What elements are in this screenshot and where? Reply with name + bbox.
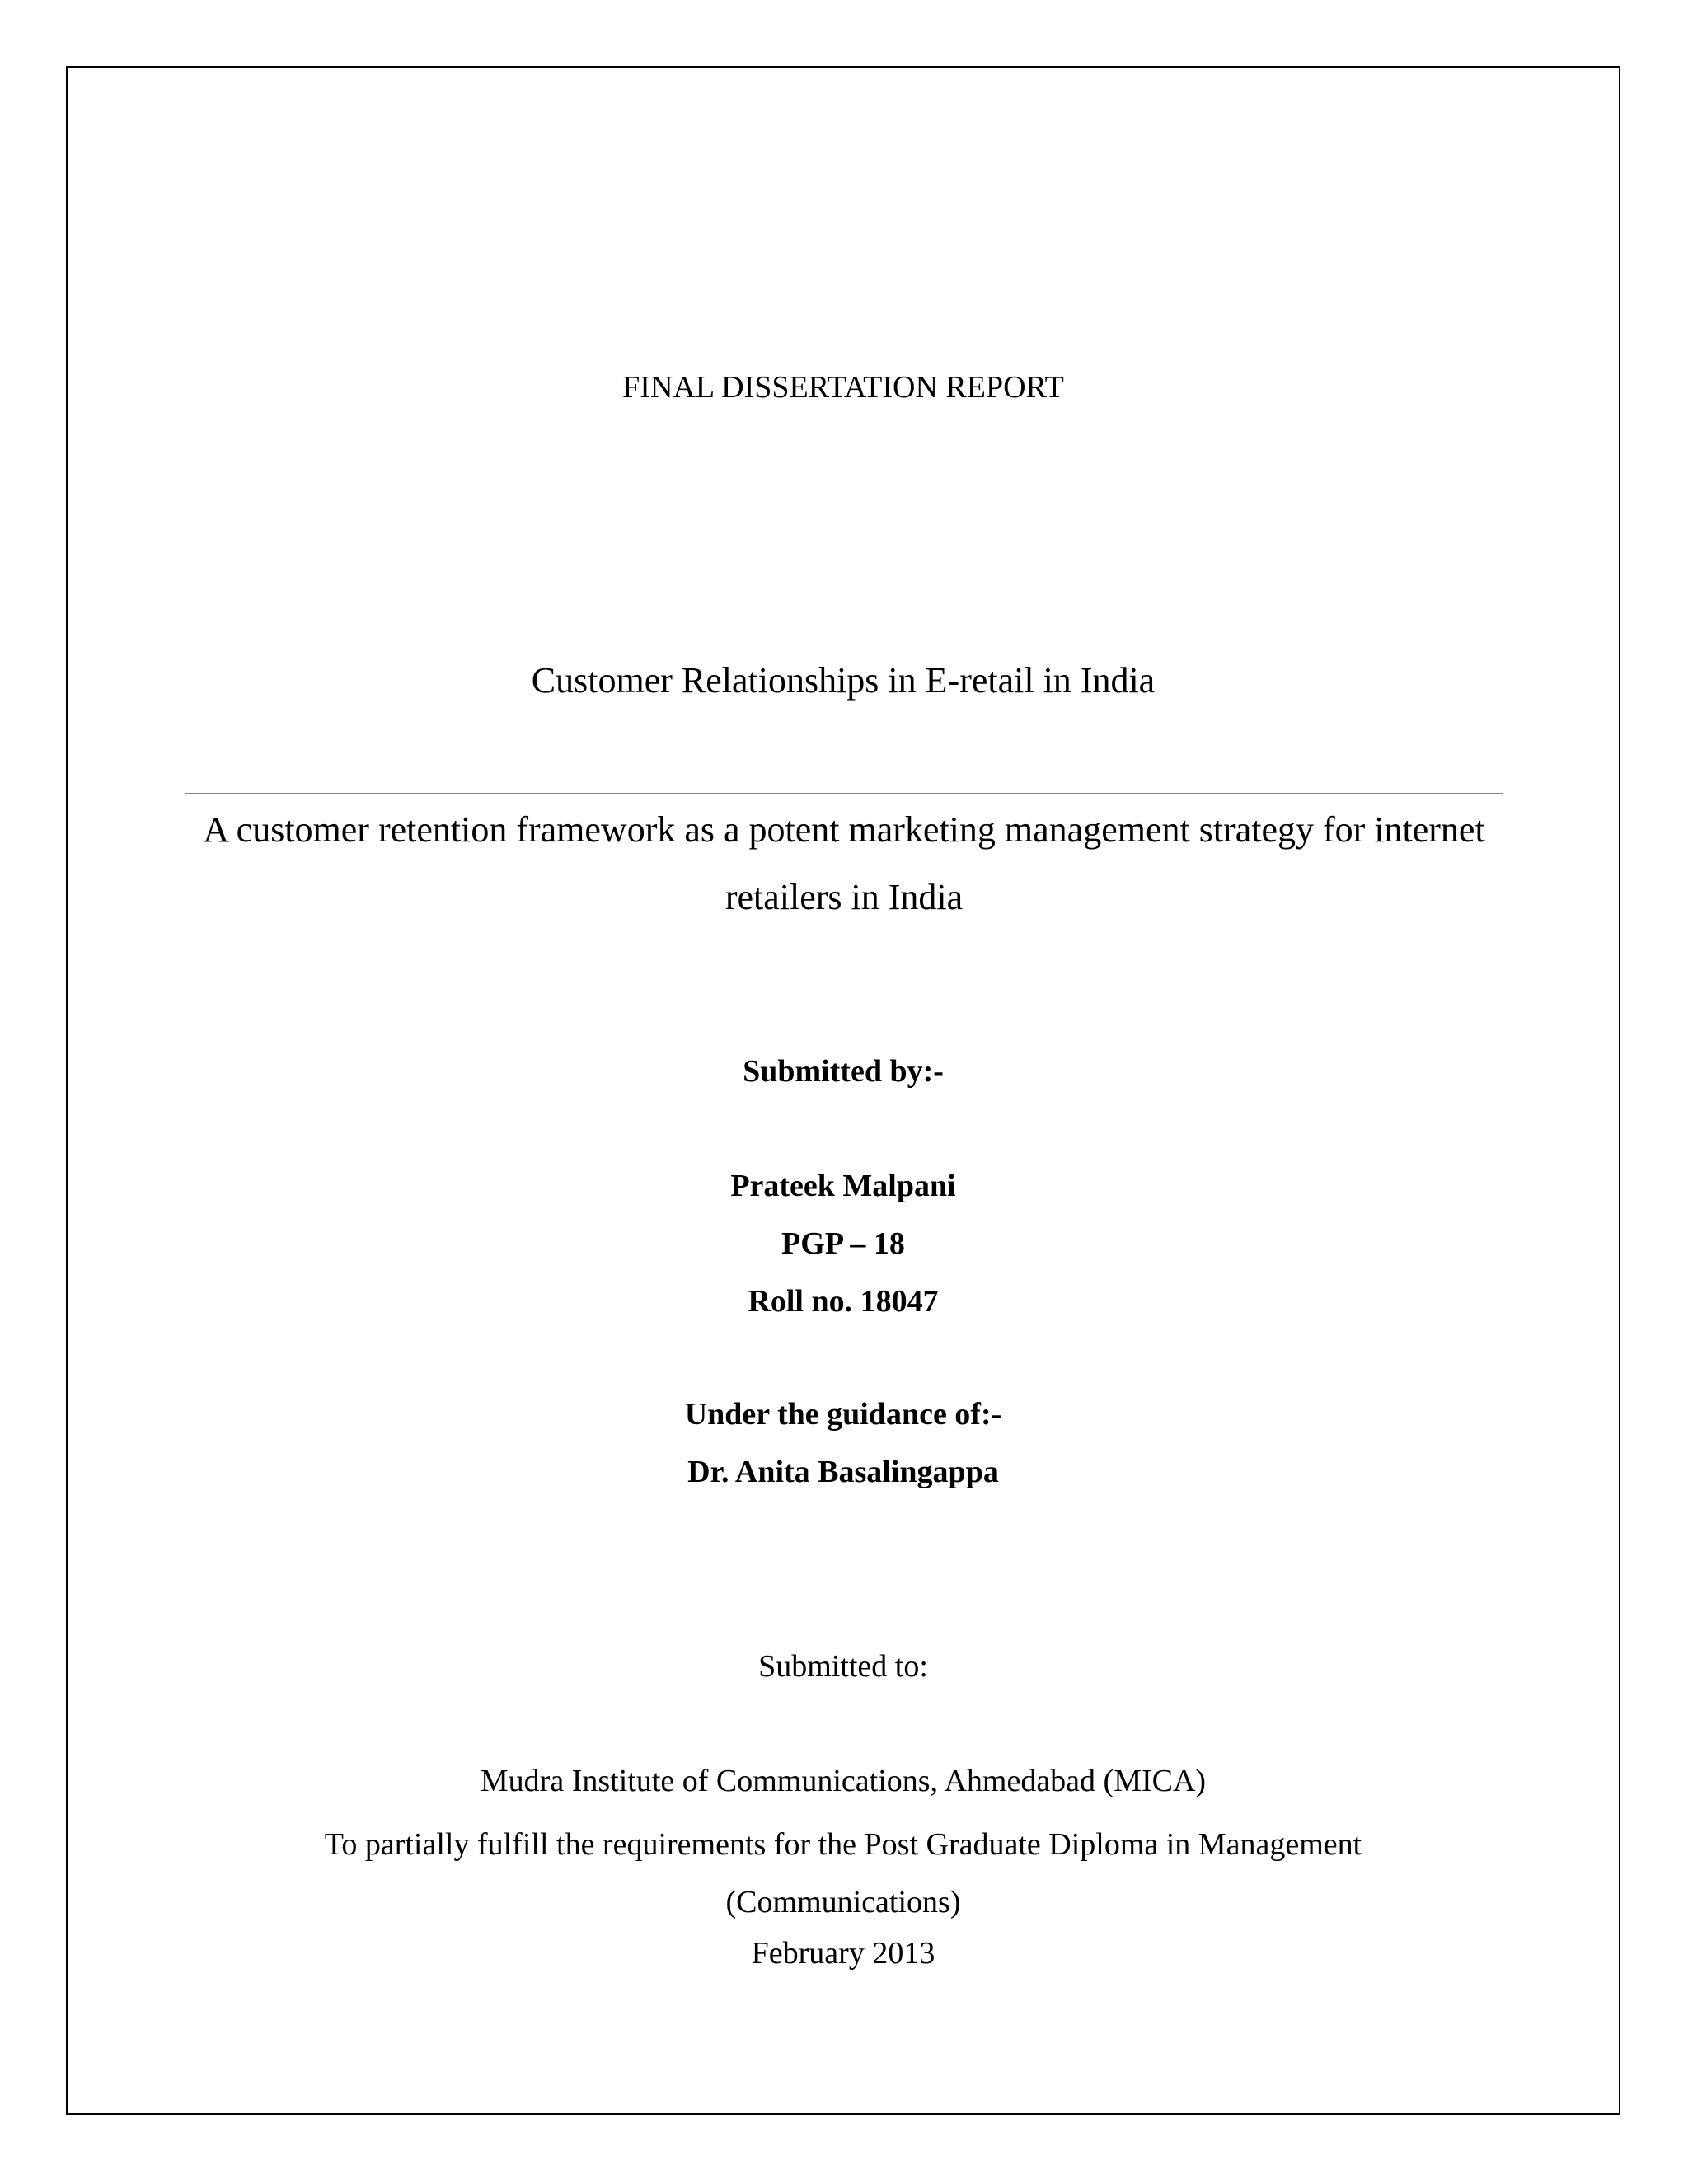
title-divider — [185, 793, 1503, 794]
report-label: FINAL DISSERTATION REPORT — [622, 370, 1064, 405]
guidance-label: Under the guidance of:- — [684, 1397, 1002, 1432]
author-roll-number: Roll no. 18047 — [748, 1284, 939, 1319]
institute-name: Mudra Institute of Communications, Ahmedabad (MICA) — [480, 1764, 1207, 1798]
submitted-by-label: Submitted by:- — [743, 1054, 944, 1089]
submitted-to-label: Submitted to: — [758, 1649, 928, 1684]
submission-date: February 2013 — [751, 1936, 935, 1971]
author-name: Prateek Malpani — [730, 1169, 956, 1203]
submission-purpose: To partially fulfill the requirements for the Post Graduate Diploma in Management (Communications) — [324, 1827, 1362, 1919]
author-program: PGP – 18 — [781, 1226, 905, 1261]
document-title: Customer Relationships in E-retail in India — [531, 660, 1156, 701]
document-subtitle: A customer retention framework as a potent marketing management strategy for internet retailers in India — [203, 809, 1485, 917]
guide-name: Dr. Anita Basalingappa — [687, 1455, 999, 1489]
